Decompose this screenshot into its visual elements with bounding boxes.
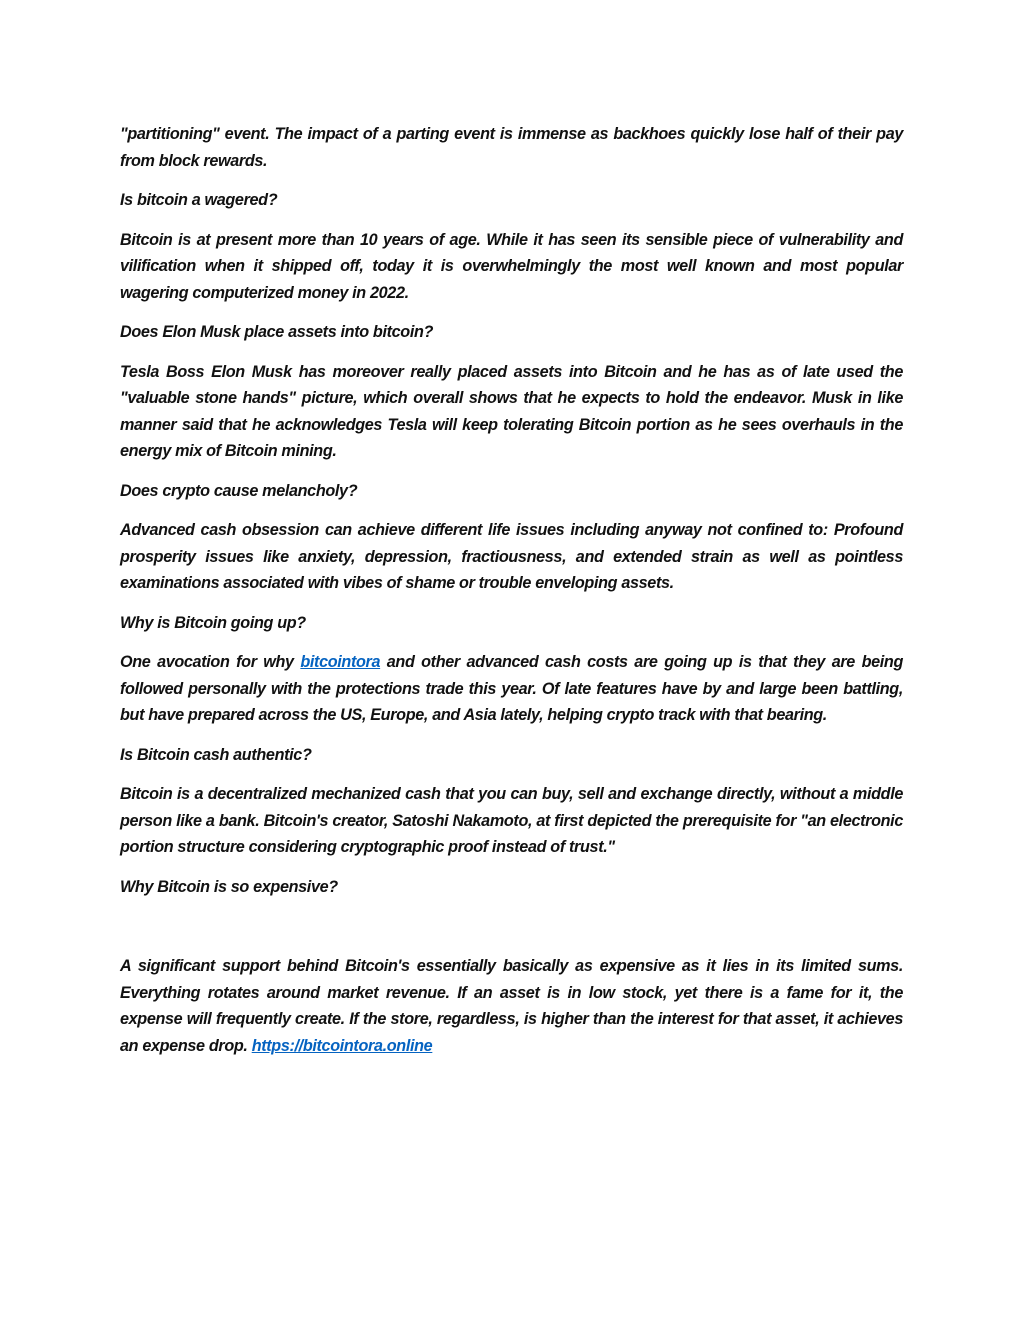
question-heading: Is Bitcoin cash authentic? xyxy=(120,745,312,764)
body-paragraph: Bitcoin is at present more than 10 years of age. While it has seen its sensible piece of vulnerability and vilification when it shipped off, today it is overwhelmingly the most well known and most popular wagering computerized money in 2022. xyxy=(120,230,903,302)
question-heading: Does crypto cause melancholy? xyxy=(120,481,358,500)
blank-line xyxy=(120,913,903,953)
text-before-link: One avocation for why xyxy=(120,653,301,671)
document-page xyxy=(120,121,903,1072)
body-paragraph: Tesla Boss Elon Musk has moreover really placed assets into Bitcoin and he has as of late used the "valuable stone hands" picture, which overall shows that he expects to hold the endeavor. Musk in like manner said that he acknowledges Tesla will keep tolerating Bitcoin portion as he sees overhauls in the energy mix of Bitcoin mining. xyxy=(120,362,903,460)
body-paragraph: "partitioning" event. The impact of a parting event is immense as backhoes quickly lose half of their pay from block rewards. xyxy=(120,125,903,170)
question-heading: Does Elon Musk place assets into bitcoin? xyxy=(120,323,434,341)
body-paragraph-with-link xyxy=(120,953,903,1059)
text-after-link: and other advanced cash costs are going up is that they are being followed personally with the protections trade this year. Of late features have by and large been battling, but have prepared across the US, Europe, and Asia lately, helping crypto track with that bearing. xyxy=(120,653,903,724)
body-paragraph: Advanced cash obsession can achieve different life issues including anyway not confined to: Profound prosperity issues like anxiety, depression, fractiousness, and extended strain as well as pointless examinations associated with vibes of shame or trouble enveloping assets. xyxy=(120,521,903,592)
body-paragraph-with-link xyxy=(120,649,903,729)
bitcointora-url-link[interactable]: https://bitcointora.online xyxy=(251,1036,433,1055)
body-paragraph: Bitcoin is a decentralized mechanized cash that you can buy, sell and exchange directly, without a middle person like a bank. Bitcoin's creator, Satoshi Nakamoto, at first depicted the prerequisite for "an electronic portion structure considering cryptographic proof instead of trust." xyxy=(120,785,903,856)
bitcointora-link[interactable]: bitcointora xyxy=(300,653,381,671)
question-heading: Why Bitcoin is so expensive? xyxy=(120,877,338,896)
question-heading: Why is Bitcoin going up? xyxy=(120,613,306,632)
question-heading: Is bitcoin a wagered? xyxy=(120,191,278,209)
text-before-link: A significant support behind Bitcoin's essentially basically as expensive as it lies in its limited sums. Everything rotates around market revenue. If an asset is in low stock, yet there is a fame for it, the expense will frequently create. If the store, regardless, is higher than the interest for that asset, it achieves an expense drop. xyxy=(120,957,903,1055)
